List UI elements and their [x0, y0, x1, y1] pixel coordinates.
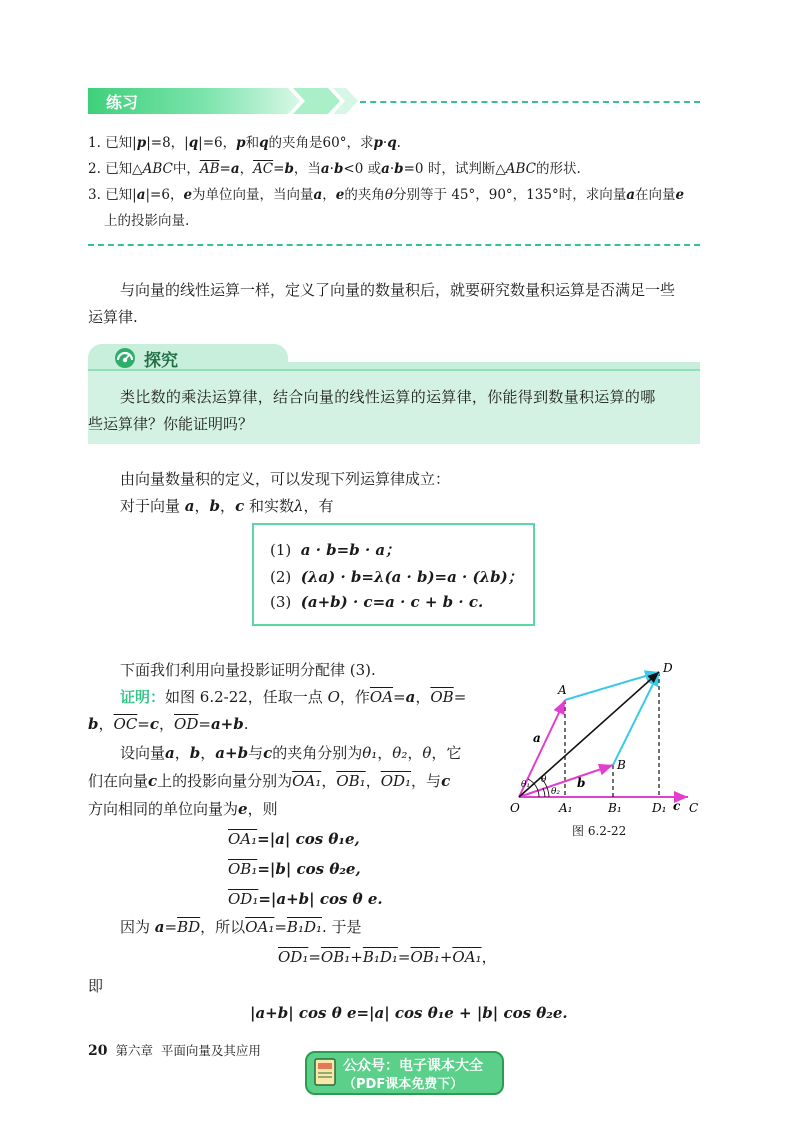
point-label-o: O	[510, 801, 520, 815]
book-icon	[313, 1057, 339, 1089]
chapter-title: 平面向量及其应用	[160, 1043, 261, 1058]
explore-title: 探究	[144, 351, 178, 371]
practice-title: 练习	[106, 93, 139, 112]
point-label-d1: D₁	[652, 801, 667, 815]
final-equation: |a+b| cos θ e=|a| cos θ₁e + |b| cos θ₂e.	[250, 1004, 568, 1022]
laws-box	[252, 523, 535, 626]
angle-label-theta1: θ₁	[521, 780, 531, 790]
practice-header	[88, 88, 358, 114]
segment-ad	[565, 672, 659, 700]
exercise-item: 1. 已知|p|=8，|q|=6，p和q的夹角是60°，求p·q.	[88, 135, 401, 151]
vector-b-line	[519, 765, 613, 797]
definition-intro: 由向量数量积的定义，可以发现下列运算律成立：	[120, 470, 451, 488]
practice-top-divider	[360, 101, 700, 103]
vector-label-b: b	[577, 776, 586, 790]
chapter-label: 第六章	[115, 1043, 153, 1058]
intro-line-2: 运算律.	[88, 308, 138, 326]
projection-formula-2: OB₁=|b| cos θ₂e,	[228, 860, 361, 878]
exercise-item: 3. 已知|a|=6，e为单位向量，当向量a，e的夹角θ分别等于 45°，90°，135°时，求向量a在向量e	[88, 187, 685, 203]
exercise-item-continuation: 上的投影向量.	[104, 213, 190, 229]
proof-line-5: 方向相同的单位向量为e，则	[88, 800, 278, 818]
vector-label-c: c	[673, 799, 681, 813]
watermark-line-2: （PDF课本免费下）	[343, 1077, 464, 1092]
angle-label-theta2: θ₂	[551, 787, 561, 797]
watermark-line-1: 公众号：电子课本大全	[343, 1058, 483, 1074]
proof-line-4: 们在向量c上的投影向量分别为OA₁，OB₁，OD₁，与c	[88, 772, 451, 790]
explore-icon	[114, 347, 136, 369]
projection-formula-1: OA₁=|a| cos θ₁e,	[228, 830, 360, 848]
angle-label-theta: θ	[541, 775, 547, 785]
proof-line-1: 证明：如图 6.2-22，任取一点 O，作$\overline{OA}=a$，$\overline{OB}=$	[120, 688, 467, 706]
proof-line-2: b，$\overline{OC}=c$，$\overline{OD}=a+b$.	[88, 715, 249, 733]
proof-line-3: 设向量a，b，a+b与c的夹角分别为θ₁，θ₂，θ，它	[120, 744, 462, 762]
figure-caption: 图 6.2-22	[572, 824, 627, 838]
explore-line-1: 类比数的乘法运算律，结合向量的线性运算的运算律，你能得到数量积运算的哪	[120, 388, 656, 406]
law-3: (3) (a+b) · c=a · c + b · c.	[270, 593, 484, 611]
law-1: (1) a · b=b · a；	[270, 541, 401, 559]
explore-line-2: 些运算律？你能证明吗？	[88, 415, 254, 433]
projection-formula-3: OD₁=|a+b| cos θ e.	[228, 890, 383, 908]
because-line: 因为 $a=\overline{BD}$，所以OA₁=B₁D₁. 于是	[120, 918, 362, 936]
point-label-d: D	[663, 661, 673, 675]
segment-bd	[613, 672, 659, 765]
watermark-banner	[305, 1051, 504, 1095]
ji-label: 即	[88, 977, 104, 995]
proof-intro: 下面我们利用向量投影证明分配律 (3).	[120, 661, 376, 679]
practice-bottom-divider	[88, 244, 700, 246]
law-2: (2) (λa) · b=λ(a · b)=a · (λb)；	[270, 568, 523, 586]
angle-arc	[543, 788, 545, 797]
point-label-b: B	[617, 758, 626, 772]
point-label-a1: A₁	[559, 801, 573, 815]
figure-6-2-22	[505, 660, 705, 820]
page-footer	[88, 1041, 261, 1059]
sum-equation: OD₁=OB₁+B₁D₁=OB₁+OA₁，	[278, 948, 497, 966]
page-number: 20	[88, 1043, 108, 1059]
explore-box	[88, 344, 700, 444]
point-label-a: A	[558, 683, 567, 697]
vectors-statement: 对于向量 a，b，c 和实数λ，有	[120, 497, 334, 515]
point-label-c: C	[689, 801, 699, 815]
intro-line-1: 与向量的线性运算一样，定义了向量的数量积后，就要研究数量积运算是否满足一些	[120, 281, 676, 299]
vector-label-a: a	[533, 731, 541, 745]
point-label-b1: B₁	[608, 801, 622, 815]
exercise-item: 2. 已知△ABC中，$\overline{AB}=a$，$\overline{AC}=b$，当a·b<0 或a·b=0 时，试判断△ABC的形状.	[88, 161, 581, 177]
